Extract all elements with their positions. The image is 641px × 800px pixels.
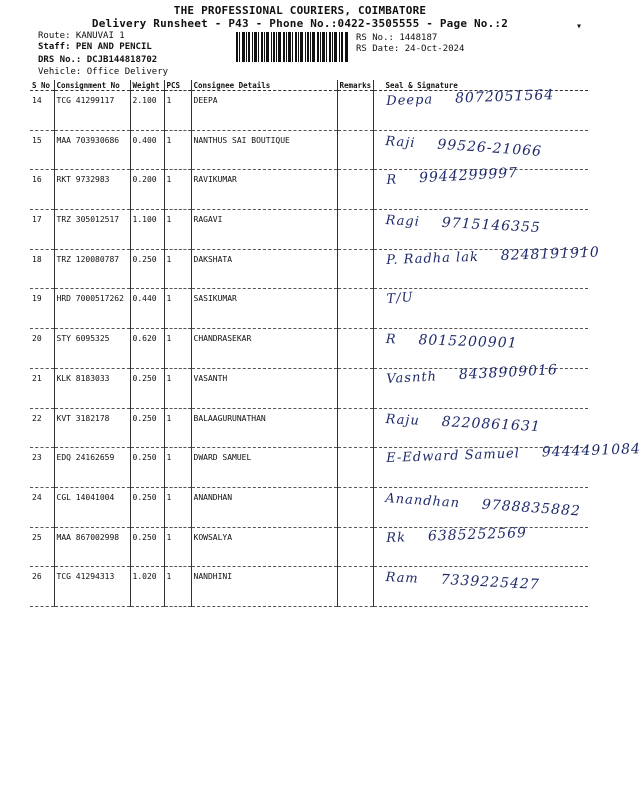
- remarks-cell: [337, 527, 373, 567]
- drs-number: DRS No.: DCJB144818702: [38, 55, 158, 65]
- sno-cell: 25: [30, 527, 54, 567]
- route-label: Route: KANUVAI 1: [38, 31, 125, 41]
- table-row: [30, 408, 588, 448]
- rs-number: RS No.: 1448187: [356, 33, 438, 43]
- weight-cell: 0.250: [130, 448, 164, 488]
- consignee-name-cell: VASANTH: [191, 368, 337, 408]
- remarks-cell: [337, 130, 373, 170]
- handwritten-signature: [386, 288, 436, 307]
- signature-phone: 8248191910: [500, 244, 600, 264]
- table-row: [30, 527, 588, 567]
- consignment-number-cell: MAA 703930686: [54, 130, 130, 170]
- seal-signature-cell: [373, 487, 588, 527]
- pcs-cell: 1: [164, 329, 191, 369]
- weight-cell: 0.250: [130, 487, 164, 527]
- barcode-icon: [236, 32, 348, 62]
- column-header-remarks: Remarks: [337, 80, 373, 91]
- signature-name: Raju: [384, 411, 420, 429]
- table-body: [30, 87, 641, 607]
- table-row: [30, 448, 588, 488]
- consignment-number-cell: TRZ 120080787: [54, 249, 130, 289]
- remarks-cell: [337, 487, 373, 527]
- column-header-weight: Weight: [130, 80, 164, 91]
- consignment-number-cell: EDQ 24162659: [54, 448, 130, 488]
- table-row: [30, 249, 588, 289]
- signature-name: T/U: [385, 290, 414, 308]
- seal-signature-cell: [373, 524, 588, 567]
- weight-cell: 0.620: [130, 329, 164, 369]
- signature-name: P. Radha lak: [385, 249, 479, 268]
- table-row: [30, 329, 588, 369]
- consignee-name-cell: DAKSHATA: [191, 249, 337, 289]
- consignee-name-cell: KOWSALYA: [191, 527, 337, 567]
- pcs-cell: 1: [164, 448, 191, 488]
- sno-cell: 18: [30, 249, 54, 289]
- sno-cell: 16: [30, 170, 54, 210]
- signature-phone: 9715146355: [440, 215, 541, 237]
- handwritten-signature: [385, 331, 517, 352]
- sno-cell: 21: [30, 368, 54, 408]
- weight-cell: 0.200: [130, 170, 164, 210]
- signature-name: E-Edward Samuel: [385, 446, 520, 467]
- handwritten-signature: [385, 411, 541, 435]
- pcs-cell: 1: [164, 487, 191, 527]
- weight-cell: 0.250: [130, 368, 164, 408]
- consignment-number-cell: MAA 867002998: [54, 527, 130, 567]
- runsheet-table: [30, 80, 641, 607]
- weight-cell: 1.020: [130, 567, 164, 607]
- signature-phone: 9444491084: [541, 441, 641, 461]
- sno-cell: 24: [30, 487, 54, 527]
- column-header-sno: S No: [30, 80, 54, 91]
- weight-cell: 2.100: [130, 91, 164, 131]
- signature-phone: 9944299997: [418, 165, 519, 187]
- pcs-cell: 1: [164, 527, 191, 567]
- sno-cell: 15: [30, 130, 54, 170]
- signature-phone: 8072051564: [454, 87, 554, 107]
- pcs-cell: 1: [164, 249, 191, 289]
- signature-phone: 9788835882: [480, 496, 581, 520]
- consignee-name-cell: CHANDRASEKAR: [191, 329, 337, 369]
- staff-label: Staff: PEN AND PENCIL: [38, 42, 152, 52]
- consignment-number-cell: TCG 41299117: [54, 91, 130, 131]
- sno-cell: 23: [30, 448, 54, 488]
- consignment-number-cell: TCG 41294313: [54, 567, 130, 607]
- consignee-name-cell: NANDHINI: [191, 567, 337, 607]
- consignment-number-cell: TRZ 305012517: [54, 210, 130, 250]
- signature-phone: 6385252569: [427, 524, 527, 545]
- signature-name: Anandhan: [384, 490, 460, 512]
- remarks-cell: [337, 408, 373, 448]
- consignee-name-cell: SASIKUMAR: [191, 289, 337, 329]
- weight-cell: 1.100: [130, 210, 164, 250]
- signature-phone: 7339225427: [439, 572, 540, 594]
- signature-name: Ram: [384, 570, 419, 587]
- consignment-number-cell: RKT 9732983: [54, 170, 130, 210]
- consignment-number-cell: HRD 7000517262: [54, 289, 130, 329]
- signature-name: Deepa: [385, 92, 433, 109]
- pcs-cell: 1: [164, 567, 191, 607]
- signature-phone: 99526-21066: [436, 136, 542, 160]
- seal-signature-cell: [373, 87, 588, 131]
- company-name: THE PROFESSIONAL COURIERS, COIMBATORE: [173, 4, 427, 17]
- handwritten-signature: [386, 525, 527, 546]
- handwritten-signature: [384, 490, 580, 520]
- remarks-cell: [337, 91, 373, 131]
- signature-name: Vasnth: [385, 369, 437, 387]
- vehicle-label: Vehicle: Office Delivery: [38, 67, 169, 77]
- seal-signature-cell: [373, 244, 600, 289]
- handwritten-signature: [385, 569, 540, 593]
- table-row: [30, 567, 588, 607]
- signature-name: R: [385, 172, 398, 189]
- table-row: [30, 170, 588, 210]
- consignment-number-cell: STY 6095325: [54, 329, 130, 369]
- table-row: [30, 91, 588, 131]
- column-header-pcs: PCS: [164, 80, 191, 91]
- column-header-signature: Seal & Signature: [373, 80, 588, 91]
- sno-cell: 22: [30, 408, 54, 448]
- column-header-consignee: Consignee Details: [191, 80, 337, 91]
- handwritten-signature: [385, 212, 541, 236]
- weight-cell: 0.250: [130, 249, 164, 289]
- signature-phone: [434, 288, 435, 304]
- table-row: [30, 130, 588, 170]
- remarks-cell: [337, 289, 373, 329]
- weight-cell: 0.440: [130, 289, 164, 329]
- remarks-cell: [337, 329, 373, 369]
- pcs-cell: 1: [164, 130, 191, 170]
- signature-name: Rk: [385, 529, 406, 546]
- consignee-name-cell: DWARD SAMUEL: [191, 448, 337, 488]
- pcs-cell: 1: [164, 170, 191, 210]
- signature-phone: 8015200901: [417, 332, 518, 352]
- sno-cell: 17: [30, 210, 54, 250]
- remarks-cell: [337, 249, 373, 289]
- pcs-cell: 1: [164, 91, 191, 131]
- signature-name: R: [384, 332, 397, 348]
- seal-signature-cell: [373, 130, 588, 170]
- signature-name: Ragi: [384, 213, 420, 230]
- pcs-cell: 1: [164, 408, 191, 448]
- sno-cell: 20: [30, 329, 54, 369]
- table-row: [30, 487, 588, 527]
- pcs-cell: 1: [164, 210, 191, 250]
- consignee-name-cell: DEEPA: [191, 91, 337, 131]
- signature-name: Raji: [384, 133, 416, 151]
- handwritten-signature: [384, 133, 542, 160]
- seal-signature-cell: [373, 567, 588, 607]
- column-header-consignment: Consignment No: [54, 80, 130, 91]
- pcs-cell: 1: [164, 368, 191, 408]
- pcs-cell: 1: [164, 289, 191, 329]
- handwritten-signature: [386, 165, 519, 188]
- remarks-cell: [337, 170, 373, 210]
- consignee-name-cell: ANANDHAN: [191, 487, 337, 527]
- consignee-name-cell: RAVIKUMAR: [191, 170, 337, 210]
- signature-phone: 8438909016: [457, 361, 558, 383]
- seal-signature-cell: [373, 165, 588, 210]
- handwritten-signature: [386, 87, 554, 109]
- consignee-name-cell: RAGAVI: [191, 210, 337, 250]
- consignment-number-cell: KVT 3182178: [54, 408, 130, 448]
- consignee-name-cell: NANTHUS SAI BOUTIQUE: [191, 130, 337, 170]
- sno-cell: 19: [30, 289, 54, 329]
- signature-phone: 8220861631: [440, 413, 541, 435]
- table-row: [30, 210, 588, 250]
- table-row: [30, 368, 588, 408]
- remarks-cell: [337, 210, 373, 250]
- consignee-name-cell: BALAAGURUNATHAN: [191, 408, 337, 448]
- table-row: [30, 289, 588, 329]
- consignment-number-cell: CGL 14041004: [54, 487, 130, 527]
- weight-cell: 0.400: [130, 130, 164, 170]
- remarks-cell: [337, 368, 373, 408]
- remarks-cell: [337, 448, 373, 488]
- runsheet-title: Delivery Runsheet - P43 - Phone No.:0422-3505555 - Page No.:2: [91, 17, 509, 30]
- weight-cell: 0.250: [130, 527, 164, 567]
- seal-signature-cell: [373, 210, 588, 250]
- seal-signature-cell: [373, 361, 588, 408]
- seal-signature-cell: [373, 408, 588, 448]
- corner-mark-icon: ▾: [576, 21, 583, 32]
- sno-cell: 14: [30, 91, 54, 131]
- seal-signature-cell: [373, 289, 588, 329]
- weight-cell: 0.250: [130, 408, 164, 448]
- sno-cell: 26: [30, 567, 54, 607]
- rs-date: RS Date: 24-Oct-2024: [356, 44, 465, 54]
- remarks-cell: [337, 567, 373, 607]
- seal-signature-cell: [373, 441, 641, 488]
- consignment-number-cell: KLK 8183033: [54, 368, 130, 408]
